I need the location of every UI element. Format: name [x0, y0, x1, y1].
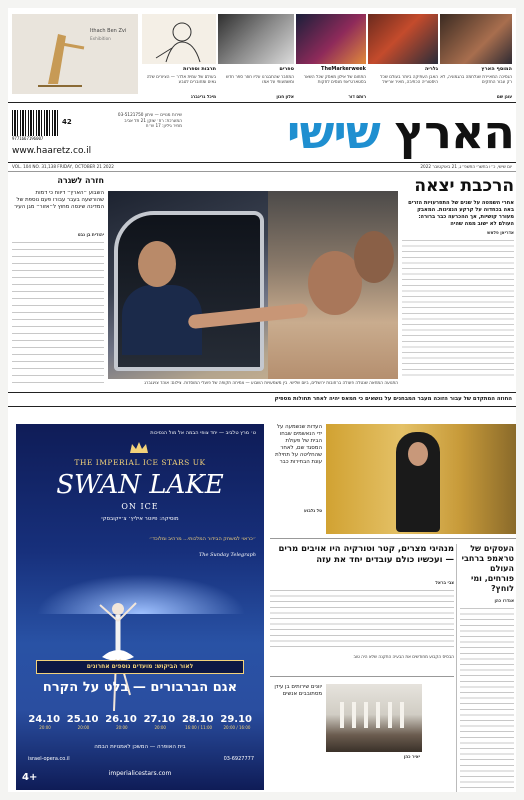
- ad-phone[interactable]: 03-6927777: [223, 756, 254, 762]
- ad-date: 28.10 11:00 / 16:00: [181, 714, 214, 730]
- ad-date: 25.10 20:00: [66, 714, 99, 730]
- promo-item[interactable]: [368, 14, 438, 100]
- ad-hebrew-title: אגם הברבורים — בלט על הקרח: [42, 680, 238, 695]
- divider: [8, 406, 516, 407]
- masthead-edition: שישי: [286, 105, 380, 159]
- promo-text: הנסיכה המאיירת שנלחמה בהגמוניה, לא רק עבור החזקים: [440, 74, 512, 85]
- divider: [8, 162, 516, 163]
- masthead-name: הארץ: [394, 105, 514, 159]
- promo-text: המחבר שהתבגרנו עליו חוזר ספר חדש ומשמעותי על אמו: [226, 74, 294, 85]
- promo-byline: עוגן שם: [496, 94, 512, 99]
- price-line: מחיר גיליון: 17 ש״ח: [145, 123, 182, 129]
- promo-byline: אלון חנון: [276, 94, 294, 99]
- issue-number: 42: [62, 118, 72, 126]
- woman-story-text: העדות שנשמעה על ידי הנאשמים שבחו הבית של פעולת המסגד שם, לאחר שהחליטה על תחילת עונת הבחירות כבר: [275, 424, 322, 465]
- parliament-photo[interactable]: [326, 684, 422, 752]
- ad-site-link[interactable]: imperialicestars.com: [108, 770, 172, 777]
- chair-sculpture-icon: [18, 14, 98, 92]
- ice-glow: [36, 574, 246, 614]
- ad-venue: בית האופרה — המשכן לאמנויות הבמה: [94, 744, 186, 750]
- ad-quote: ״כראוי למשחק הבידור המלכותי... מרהיב ומלוכד״: [149, 536, 256, 542]
- ad-date: 29.10 16:00 / 20:00: [220, 714, 252, 730]
- ad-date: 27.10 20:00: [143, 714, 176, 730]
- promo-thumbnail: [218, 14, 294, 64]
- barcode-number: 9771667196007: [12, 136, 44, 141]
- contact-line: המערכת: רח׳ שוקן 21 תל אביב: [124, 117, 182, 123]
- main-body-columns: [402, 238, 514, 378]
- ad-banner: [36, 660, 244, 674]
- body-text-block: [402, 238, 514, 378]
- center-byline: צבי בראל: [435, 580, 454, 585]
- main-subhead: אחרי השמטה על שנים של התפרעויות הזרים באה בכחדוה על קרקע הנציגות. המאבק מעורר קושיות, אך ההכרעה כבר ברורה: העולם לא ישוב ממה שהיה: [408, 200, 514, 227]
- promo-thumbnail: [368, 14, 438, 64]
- ad-conductor: מוסיקה: פיוטר איליץ׳ צ׳ייקובסקי: [101, 516, 179, 522]
- promo-item[interactable]: [296, 14, 366, 100]
- website-url[interactable]: www.haaretz.co.il: [12, 146, 92, 156]
- ad-contacts: [28, 756, 254, 762]
- ad-title: SWAN LAKE: [56, 470, 224, 500]
- ballerina-figure-icon: [96, 599, 140, 719]
- crown-icon: [128, 440, 150, 454]
- promo-tag: תרבות וספרות: [183, 66, 216, 72]
- news-ticker[interactable]: החוזה המתקדם של עבור הזוכה מעבר המבחנים על נושאים כי חמאס יהיה לאחר תחולות מספיק: [274, 396, 512, 402]
- ad-banner-text: לאור הביקוש: מועדים נוספים אחרונים: [86, 663, 194, 670]
- promo-tag: TheMarkerweek: [321, 66, 366, 72]
- main-headline[interactable]: הרכבת יצאה: [414, 176, 514, 196]
- promo-text: התחום של אילון מאסק שכל השאר בסטארט־אפ מנסים לחקות: [303, 74, 366, 85]
- masthead-logo[interactable]: [188, 104, 514, 160]
- center-headline[interactable]: מנהיגי מצרים, קטר וטורקיה היו אויבים מרים — ועכשיו כולם עובדים יחד את עזה: [278, 544, 454, 565]
- main-photo[interactable]: [108, 191, 398, 379]
- promo-tag: המוסף הארץ: [481, 66, 512, 72]
- ad-dates-row: [30, 714, 252, 740]
- ad-age-badge: 4+: [22, 772, 38, 783]
- promo-item[interactable]: [142, 14, 216, 100]
- barcode: [12, 110, 58, 136]
- dateline-hebrew: יום שישי, כ״ו בתשרי התשפ״ג, 21 באוקטובר 2022: [420, 164, 512, 169]
- contact-line: שירות מנויים — עיתון 03-5121750: [117, 112, 182, 117]
- promo-thumbnail: [440, 14, 512, 64]
- divider: [8, 392, 516, 393]
- advertisement-swan-lake[interactable]: [16, 424, 264, 790]
- newspaper-front-page: [8, 8, 516, 792]
- parl-story-byline: יאיר כהן: [403, 754, 420, 759]
- side-byline: יהודית בן נבט: [77, 232, 104, 237]
- side-text-block: [12, 240, 104, 388]
- promo-byline: מיכל גרינברג: [190, 94, 216, 99]
- driver-face: [138, 241, 176, 287]
- woman-photo[interactable]: [326, 424, 516, 534]
- promo-item[interactable]: [440, 14, 512, 100]
- divider: [8, 171, 516, 172]
- protester-face: [354, 231, 394, 283]
- promo-tag: גלריה: [424, 66, 438, 72]
- promo-ad[interactable]: [12, 14, 138, 94]
- promo-tag: ספרים: [279, 66, 294, 72]
- main-photo-caption: התנועה המחאה שנטלה פעולה ברחובות ירושלים, ביום שלישי. בין משמעויות השבוע — צמיחה תקופה של פועלי המוסדות. צילום: אוהד צויגנברג: [144, 380, 398, 385]
- ad-date: 26.10 20:00: [105, 714, 137, 730]
- side-headline[interactable]: חזרה לשגרה: [57, 176, 104, 185]
- contact-block: [74, 112, 182, 129]
- right-byline: אנדרו כהן: [494, 598, 514, 603]
- ad-subtitle: ON ICE: [121, 502, 159, 511]
- right-text-block: [460, 606, 514, 792]
- promo-text: האבן העתיקה ביותר בעולם שכל היסטוריה הכתיבה, מאיר אריאל: [380, 74, 438, 85]
- woman-face: [408, 442, 428, 466]
- divider: [270, 676, 454, 677]
- promo-thumbnail: [142, 14, 216, 64]
- ad-top-line: ט׳ מרץ טלביב — יחד צופי הבמה אל מול הנסיכות: [150, 430, 256, 436]
- ad-date: 24.10 20:00: [28, 714, 61, 730]
- promo-thumbnail: [296, 14, 366, 64]
- ad-quote-source: The Sunday Telegraph: [198, 552, 256, 558]
- parl-story-text: יוונים שירותים בן עידן מסתובבים אנשים: [274, 684, 322, 697]
- exhibition-label: Ithach Ben Zvi: [90, 28, 127, 34]
- right-headline[interactable]: העסקים של טראמפ ברחבי העולם פורחים, ומי לוחץ?: [461, 544, 514, 593]
- main-byline: אדריאן פלאש: [487, 230, 514, 235]
- sketch-illustration-icon: [142, 14, 216, 64]
- exhibition-sublabel: Exhibition: [90, 36, 111, 41]
- promo-byline: רותם דור: [348, 94, 366, 99]
- promo-text: בעולם של עמית אלדר — הציורים שלה גאים ומחוברים לטבע: [146, 74, 216, 85]
- promo-item[interactable]: [218, 14, 294, 100]
- column-divider: [456, 544, 457, 792]
- ad-site-link[interactable]: israel-opera.co.il: [28, 756, 70, 762]
- woman-story-byline: טל גלבוע: [303, 508, 322, 513]
- side-text: השבוע ״הארץ״ דיווח כי דמות שהורשעה בעבר עבורו פעם נוספת של המדינה שינסה מחוץ ל״אזור״ מגן העיר: [14, 190, 104, 210]
- divider: [270, 538, 516, 539]
- divider: [8, 102, 516, 103]
- center-caption: הבסיס הקבוע מחודשים את הבעיה התקנה שלא היה טוב: [353, 654, 454, 659]
- ad-presenter: THE IMPERIAL ICE STARS UK: [74, 458, 206, 467]
- dateline-english: VOL. 104 NO. 31,138 FRIDAY, OCTOBER 21 2022: [12, 164, 114, 169]
- center-text-block: [270, 588, 454, 650]
